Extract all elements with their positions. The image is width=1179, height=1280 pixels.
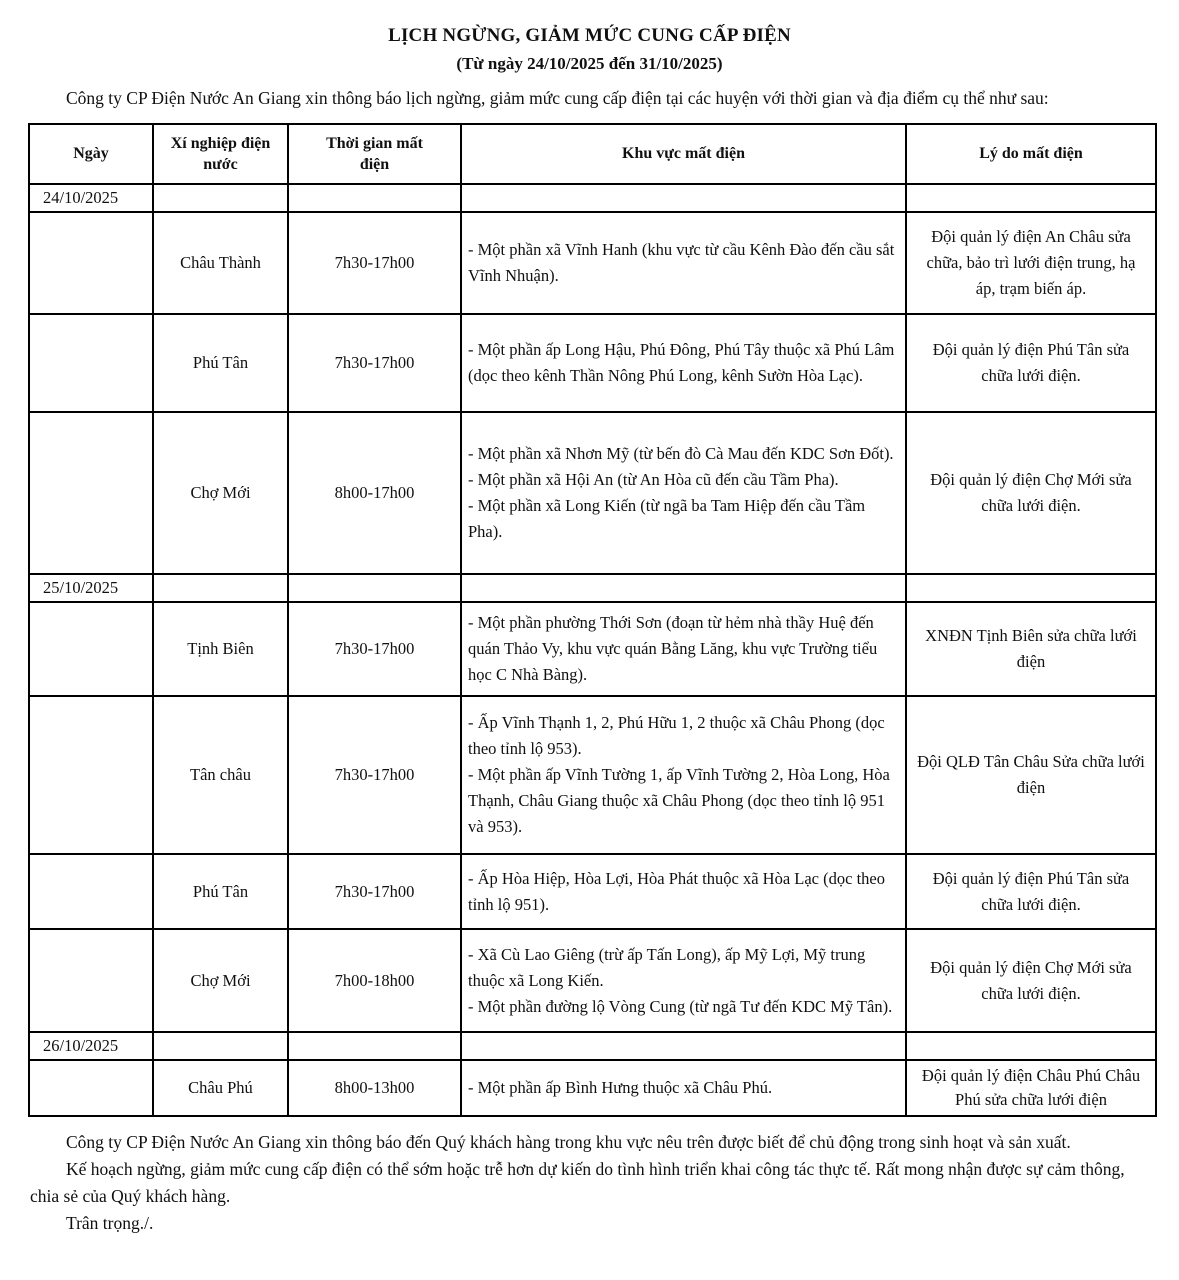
cell-day-empty	[29, 314, 153, 412]
cell-reason: Đội QLĐ Tân Châu Sửa chữa lưới điện	[906, 696, 1156, 854]
cell-day: 25/10/2025	[29, 574, 153, 602]
cell-day: 26/10/2025	[29, 1032, 153, 1060]
page-subtitle: (Từ ngày 24/10/2025 đến 31/10/2025)	[456, 54, 723, 73]
cell-unit: Phú Tân	[153, 314, 288, 412]
area-line: - Một phần đường lộ Vòng Cung (từ ngã Tư đến KDC Mỹ Tân).	[468, 996, 893, 1016]
cell-day-empty	[29, 412, 153, 574]
area-line: - Một phần ấp Vĩnh Tường 1, ấp Vĩnh Tường 2, Hòa Long, Hòa Thạnh, Châu Giang thuộc xã Châu Phong (dọc theo tỉnh lộ 951 và 953).	[468, 765, 890, 836]
cell-day-empty	[29, 929, 153, 1032]
cell-area	[461, 314, 906, 412]
date-row	[29, 184, 1156, 212]
cell-area-empty	[461, 574, 906, 602]
cell-reason: Đội quản lý điện Châu Phú Châu Phú sửa chữa lưới điện	[906, 1060, 1156, 1116]
cell-unit: Tân châu	[153, 696, 288, 854]
cell-area	[461, 602, 906, 696]
column-header-area: Khu vực mất điện	[461, 124, 906, 184]
cell-day-empty	[29, 212, 153, 314]
cell-reason-empty	[906, 184, 1156, 212]
cell-unit: Phú Tân	[153, 854, 288, 929]
area-line: - Ấp Vĩnh Thạnh 1, 2, Phú Hữu 1, 2 thuộc xã Châu Phong (dọc theo tỉnh lộ 953).	[468, 713, 885, 758]
cell-time: 7h30-17h00	[288, 212, 461, 314]
cell-day-empty	[29, 696, 153, 854]
table-row	[29, 854, 1156, 929]
footer-paragraph: Công ty CP Điện Nước An Giang xin thông báo đến Quý khách hàng trong khu vực nêu trên được biết để chủ động trong sinh hoạt và sản xuất.	[66, 1132, 1071, 1152]
cell-area	[461, 1060, 906, 1116]
column-header-day: Ngày	[29, 124, 153, 184]
cell-time-empty	[288, 574, 461, 602]
cell-time-empty	[288, 1032, 461, 1060]
area-line: - Một phần ấp Bình Hưng thuộc xã Châu Phú.	[468, 1078, 773, 1097]
page-title: LỊCH NGỪNG, GIẢM MỨC CUNG CẤP ĐIỆN	[388, 25, 791, 46]
table-row	[29, 929, 1156, 1032]
area-line: - Một phần phường Thới Sơn (đoạn từ hẻm nhà thầy Huệ đến quán Thảo Vy, khu vực quán Bằng Lăng, khu vực Trường tiểu học C Nhà Bàng).	[468, 613, 878, 684]
column-header-unit-label: Xí nghiệp điện nước	[170, 135, 271, 173]
footer-paragraph: Kế hoạch ngừng, giảm mức cung cấp điện có thể sớm hoặc trễ hơn dự kiến do tình hình triển khai công tác thực tế. Rất mong nhận được sự cảm thông, chia sẻ của Quý khách hàng.	[30, 1159, 1125, 1206]
area-line: - Xã Cù Lao Giêng (trừ ấp Tấn Long), ấp Mỹ Lợi, Mỹ trung thuộc xã Long Kiến.	[468, 944, 866, 990]
cell-area-empty	[461, 184, 906, 212]
column-header-reason: Lý do mất điện	[906, 124, 1156, 184]
cell-reason: Đội quản lý điện Chợ Mới sửa chữa lưới điện.	[906, 412, 1156, 574]
table-row	[29, 212, 1156, 314]
table-row	[29, 412, 1156, 574]
date-row	[29, 574, 1156, 602]
footer-notes	[30, 1129, 1151, 1237]
cell-reason: Đội quản lý điện Phú Tân sửa chữa lưới điện.	[906, 314, 1156, 412]
cell-reason: Đội quản lý điện Phú Tân sửa chữa lưới điện.	[906, 854, 1156, 929]
date-row	[29, 1032, 1156, 1060]
cell-time: 7h30-17h00	[288, 854, 461, 929]
area-line: - Một phần xã Vĩnh Hanh (khu vực từ cầu Kênh Đào đến cầu sắt Vĩnh Nhuận).	[468, 240, 895, 285]
cell-day-empty	[29, 1060, 153, 1116]
cell-day: 24/10/2025	[29, 184, 153, 212]
area-line: - Một phần ấp Long Hậu, Phú Đông, Phú Tây thuộc xã Phú Lâm (dọc theo kênh Thần Nông Phú Long, kênh Sườn Hòa Lạc).	[468, 340, 895, 385]
column-header-time-label: Thời gian mất điện	[326, 135, 423, 173]
cell-time: 7h30-17h00	[288, 696, 461, 854]
area-line: - Một phần xã Nhơn Mỹ (từ bến đò Cà Mau đến KDC Sơn Đốt).	[468, 444, 894, 463]
cell-reason: Đội quản lý điện Chợ Mới sửa chữa lưới điện.	[906, 929, 1156, 1032]
area-line: - Ấp Hòa Hiệp, Hòa Lợi, Hòa Phát thuộc xã Hòa Lạc (dọc theo tỉnh lộ 951).	[468, 868, 885, 914]
cell-area	[461, 929, 906, 1032]
table-row	[29, 696, 1156, 854]
table-row	[29, 1060, 1156, 1116]
area-line: - Một phần xã Hội An (từ An Hòa cũ đến cầu Tầm Pha).	[468, 470, 839, 489]
cell-unit: Tịnh Biên	[153, 602, 288, 696]
footer-closing: Trân trọng./.	[66, 1213, 154, 1233]
cell-unit: Châu Phú	[153, 1060, 288, 1116]
column-header-time	[288, 124, 461, 184]
cell-time: 7h30-17h00	[288, 602, 461, 696]
cell-area-empty	[461, 1032, 906, 1060]
table-row	[29, 314, 1156, 412]
table-row	[29, 602, 1156, 696]
cell-reason: XNĐN Tịnh Biên sửa chữa lưới điện	[906, 602, 1156, 696]
cell-reason-empty	[906, 574, 1156, 602]
cell-time: 7h00-18h00	[288, 929, 461, 1032]
cell-time: 7h30-17h00	[288, 314, 461, 412]
area-line: - Một phần xã Long Kiến (từ ngã ba Tam Hiệp đến cầu Tầm Pha).	[468, 496, 866, 541]
cell-reason-empty	[906, 1032, 1156, 1060]
cell-unit-empty	[153, 1032, 288, 1060]
outage-schedule-table	[28, 123, 1157, 1117]
cell-time: 8h00-13h00	[288, 1060, 461, 1116]
intro-paragraph: Công ty CP Điện Nước An Giang xin thông báo lịch ngừng, giảm mức cung cấp điện tại các huyện với thời gian và địa điểm cụ thể như sau:	[66, 88, 1049, 108]
column-header-unit	[153, 124, 288, 184]
cell-unit-empty	[153, 184, 288, 212]
cell-unit: Châu Thành	[153, 212, 288, 314]
cell-day-empty	[29, 854, 153, 929]
cell-area	[461, 212, 906, 314]
cell-unit-empty	[153, 574, 288, 602]
cell-time-empty	[288, 184, 461, 212]
cell-area	[461, 412, 906, 574]
cell-unit: Chợ Mới	[153, 929, 288, 1032]
header-row	[29, 124, 1156, 184]
cell-unit: Chợ Mới	[153, 412, 288, 574]
cell-area	[461, 696, 906, 854]
cell-time: 8h00-17h00	[288, 412, 461, 574]
cell-day-empty	[29, 602, 153, 696]
cell-area	[461, 854, 906, 929]
cell-reason: Đội quản lý điện An Châu sửa chữa, bảo trì lưới điện trung, hạ áp, trạm biến áp.	[906, 212, 1156, 314]
